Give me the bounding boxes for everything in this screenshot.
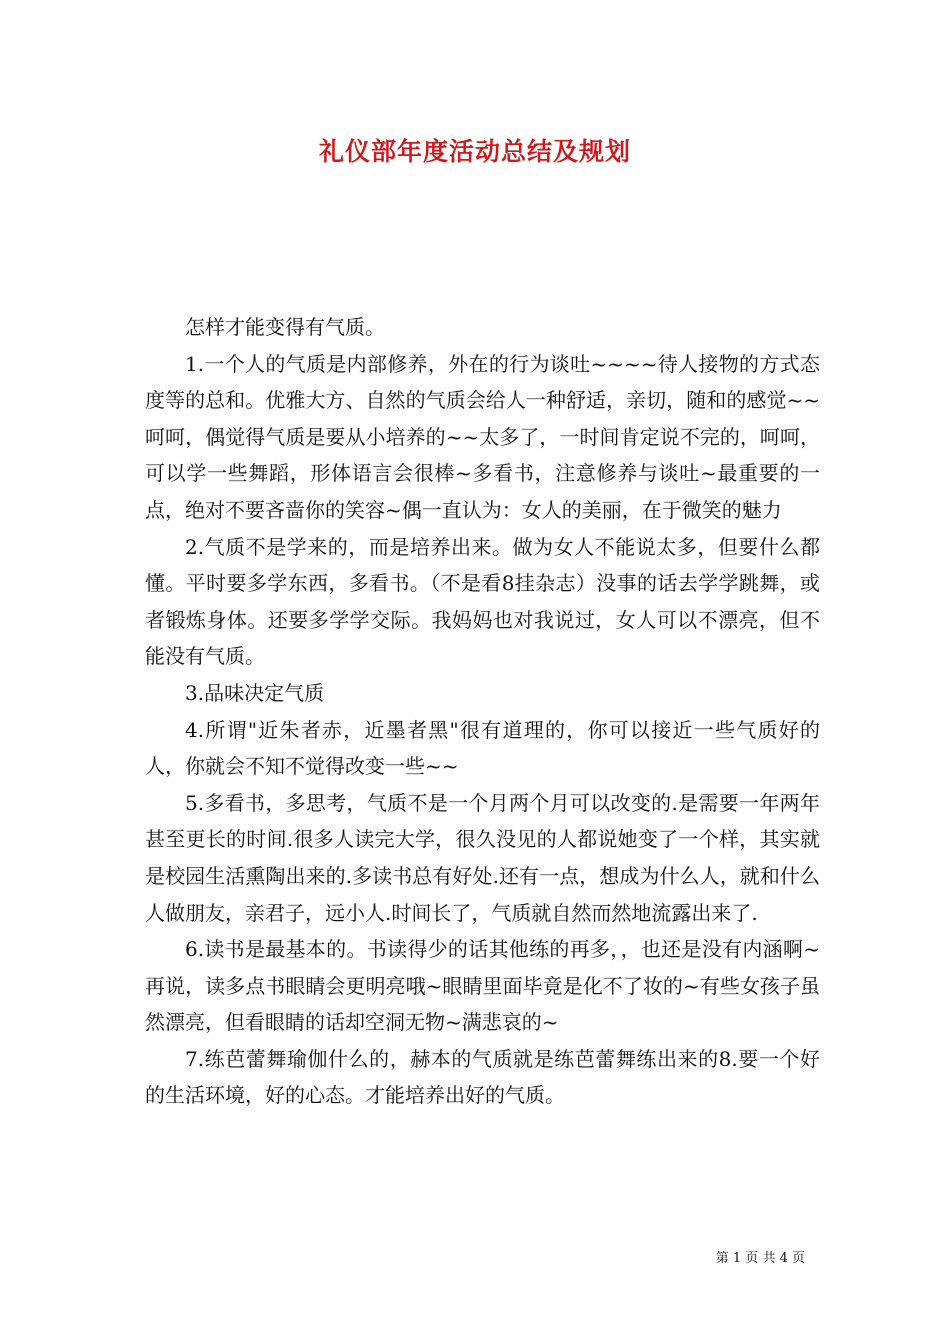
paragraph-4: 4.所谓"近朱者赤，近墨者黑"很有道理的，你可以接近一些气质好的人，你就会不知不觉得改变一些~~ (145, 717, 820, 779)
document-body (145, 309, 820, 1114)
paragraph-intro: 怎样才能变得有气质。 (185, 315, 385, 339)
paragraph-2: 2.气质不是学来的，而是培养出来。做为女人不能说太多，但要什么都懂。平时要多学东西，多看书。（不是看8挂杂志）没事的话去学学跳舞，或者锻炼身体。还要多学学交际。我妈妈也对我说过，女人可以不漂亮，但不能没有气质。 (145, 534, 820, 669)
page-number-footer: 第 1 页 共 4 页 (715, 1251, 805, 1266)
paragraph-3: 3.品味决定气质 (185, 680, 325, 705)
paragraph-6: 6.读书是最基本的。书读得少的话其他练的再多，，也还是没有内涵啊~再说，读多点书眼睛会更明亮哦~眼睛里面毕竟是化不了妆的~有些女孩子虽然漂亮，但看眼睛的话却空洞无物~满悲哀的~ (145, 937, 820, 1035)
document-title: 礼仪部年度活动总结及规划 (318, 137, 631, 166)
paragraph-7: 7.练芭蕾舞瑜伽什么的，赫本的气质就是练芭蕾舞练出来的8.要一个好的生活环境，好的心态。才能培养出好的气质。 (145, 1046, 820, 1108)
paragraph-1: 1.一个人的气质是内部修养，外在的行为谈吐~~~~待人接物的方式态度等的总和。优雅大方、自然的气质会给人一种舒适，亲切，随和的感觉~~呵呵，偶觉得气质是要从小培养的~~太多了，一时间肯定说不完的，呵呵，可以学一些舞蹈，形体语言会很棒~多看书，注意修养与谈吐~最重要的一点，绝对不要吝啬你的笑容~偶一直认为：女人的美丽，在于微笑的魅力 (145, 351, 820, 522)
paragraph-5: 5.多看书，多思考，气质不是一个月两个月可以改变的.是需要一年两年甚至更长的时间.很多人读完大学，很久没见的人都说她变了一个样，其实就是校园生活熏陶出来的.多读书总有好处.还有一点，想成为什么人，就和什么人做朋友，亲君子，远小人.时间长了，气质就自然而然地流露出来了. (145, 790, 820, 925)
